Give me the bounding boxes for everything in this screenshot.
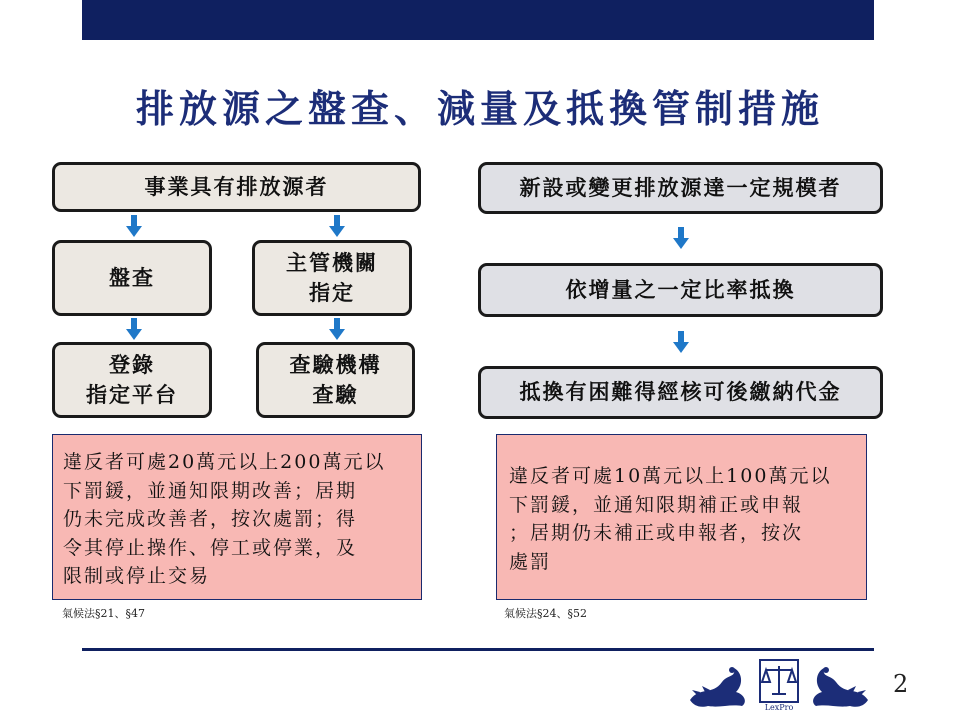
- box-new-source: [478, 162, 883, 214]
- arrow-down-icon: [673, 331, 689, 353]
- box-verification-body: [256, 342, 415, 418]
- penalty-line: 令其停止操作、停工或停業，及: [63, 536, 358, 559]
- box-offset-ratio-label: 依增量之一定比率抵換: [565, 276, 796, 302]
- box-authority-designation: [252, 240, 412, 316]
- lexpro-logo-icon: [686, 656, 872, 712]
- box-emission-source-owner: [52, 162, 421, 212]
- arrow-down-icon: [673, 227, 689, 249]
- box-new-source-label: 新設或變更排放源達一定規模者: [519, 174, 842, 200]
- box-authority-line1: 主管機關: [286, 249, 378, 275]
- arrow-down-icon: [126, 318, 142, 340]
- header-bar: [82, 0, 874, 40]
- page-number: 2: [893, 670, 909, 698]
- logo-text: LexPro: [764, 703, 794, 712]
- penalty-line: 處罰: [509, 550, 552, 573]
- citation-right: 氣候法§24、§52: [504, 607, 587, 620]
- box-inventory-label: 盤查: [109, 264, 155, 290]
- arrow-down-icon: [329, 215, 345, 237]
- penalty-box-right: [496, 434, 867, 600]
- box-emission-source-owner-label: 事業具有排放源者: [144, 173, 329, 199]
- citation-left: 氣候法§21、§47: [62, 607, 145, 620]
- penalty-line: ；居期仍未補正或申報者，按次: [509, 522, 804, 544]
- penalty-line: 下罰鍰，並通知限期補正或申報: [509, 493, 804, 516]
- box-inventory: [52, 240, 212, 316]
- box-offset-ratio: [478, 263, 883, 317]
- box-register-line2: 指定平台: [86, 382, 178, 407]
- box-authority-line2: 指定: [309, 280, 355, 305]
- box-register-platform: [52, 342, 212, 418]
- slide-title: 排放源之盤查、減量及抵換管制措施: [135, 86, 824, 131]
- penalty-line: 下罰鍰，並通知限期改善；居期: [63, 479, 358, 502]
- penalty-line: 違反者可處10萬元以上100萬元以: [509, 465, 832, 487]
- box-offset-fee: [478, 366, 883, 419]
- arrow-down-icon: [329, 318, 345, 340]
- box-register-line1: 登錄: [109, 351, 155, 377]
- box-verification-line1: 查驗機構: [289, 351, 382, 377]
- penalty-box-left: [52, 434, 422, 600]
- arrow-down-icon: [126, 215, 142, 237]
- penalty-line: 仍未完成改善者，按次處罰；得: [63, 508, 358, 530]
- box-offset-fee-label: 抵換有困難得經核可後繳納代金: [519, 379, 842, 405]
- penalty-line: 違反者可處20萬元以上200萬元以: [63, 451, 386, 473]
- footer-line: [82, 648, 874, 651]
- box-verification-line2: 查驗: [312, 382, 359, 407]
- penalty-line: 限制或停止交易: [63, 565, 211, 587]
